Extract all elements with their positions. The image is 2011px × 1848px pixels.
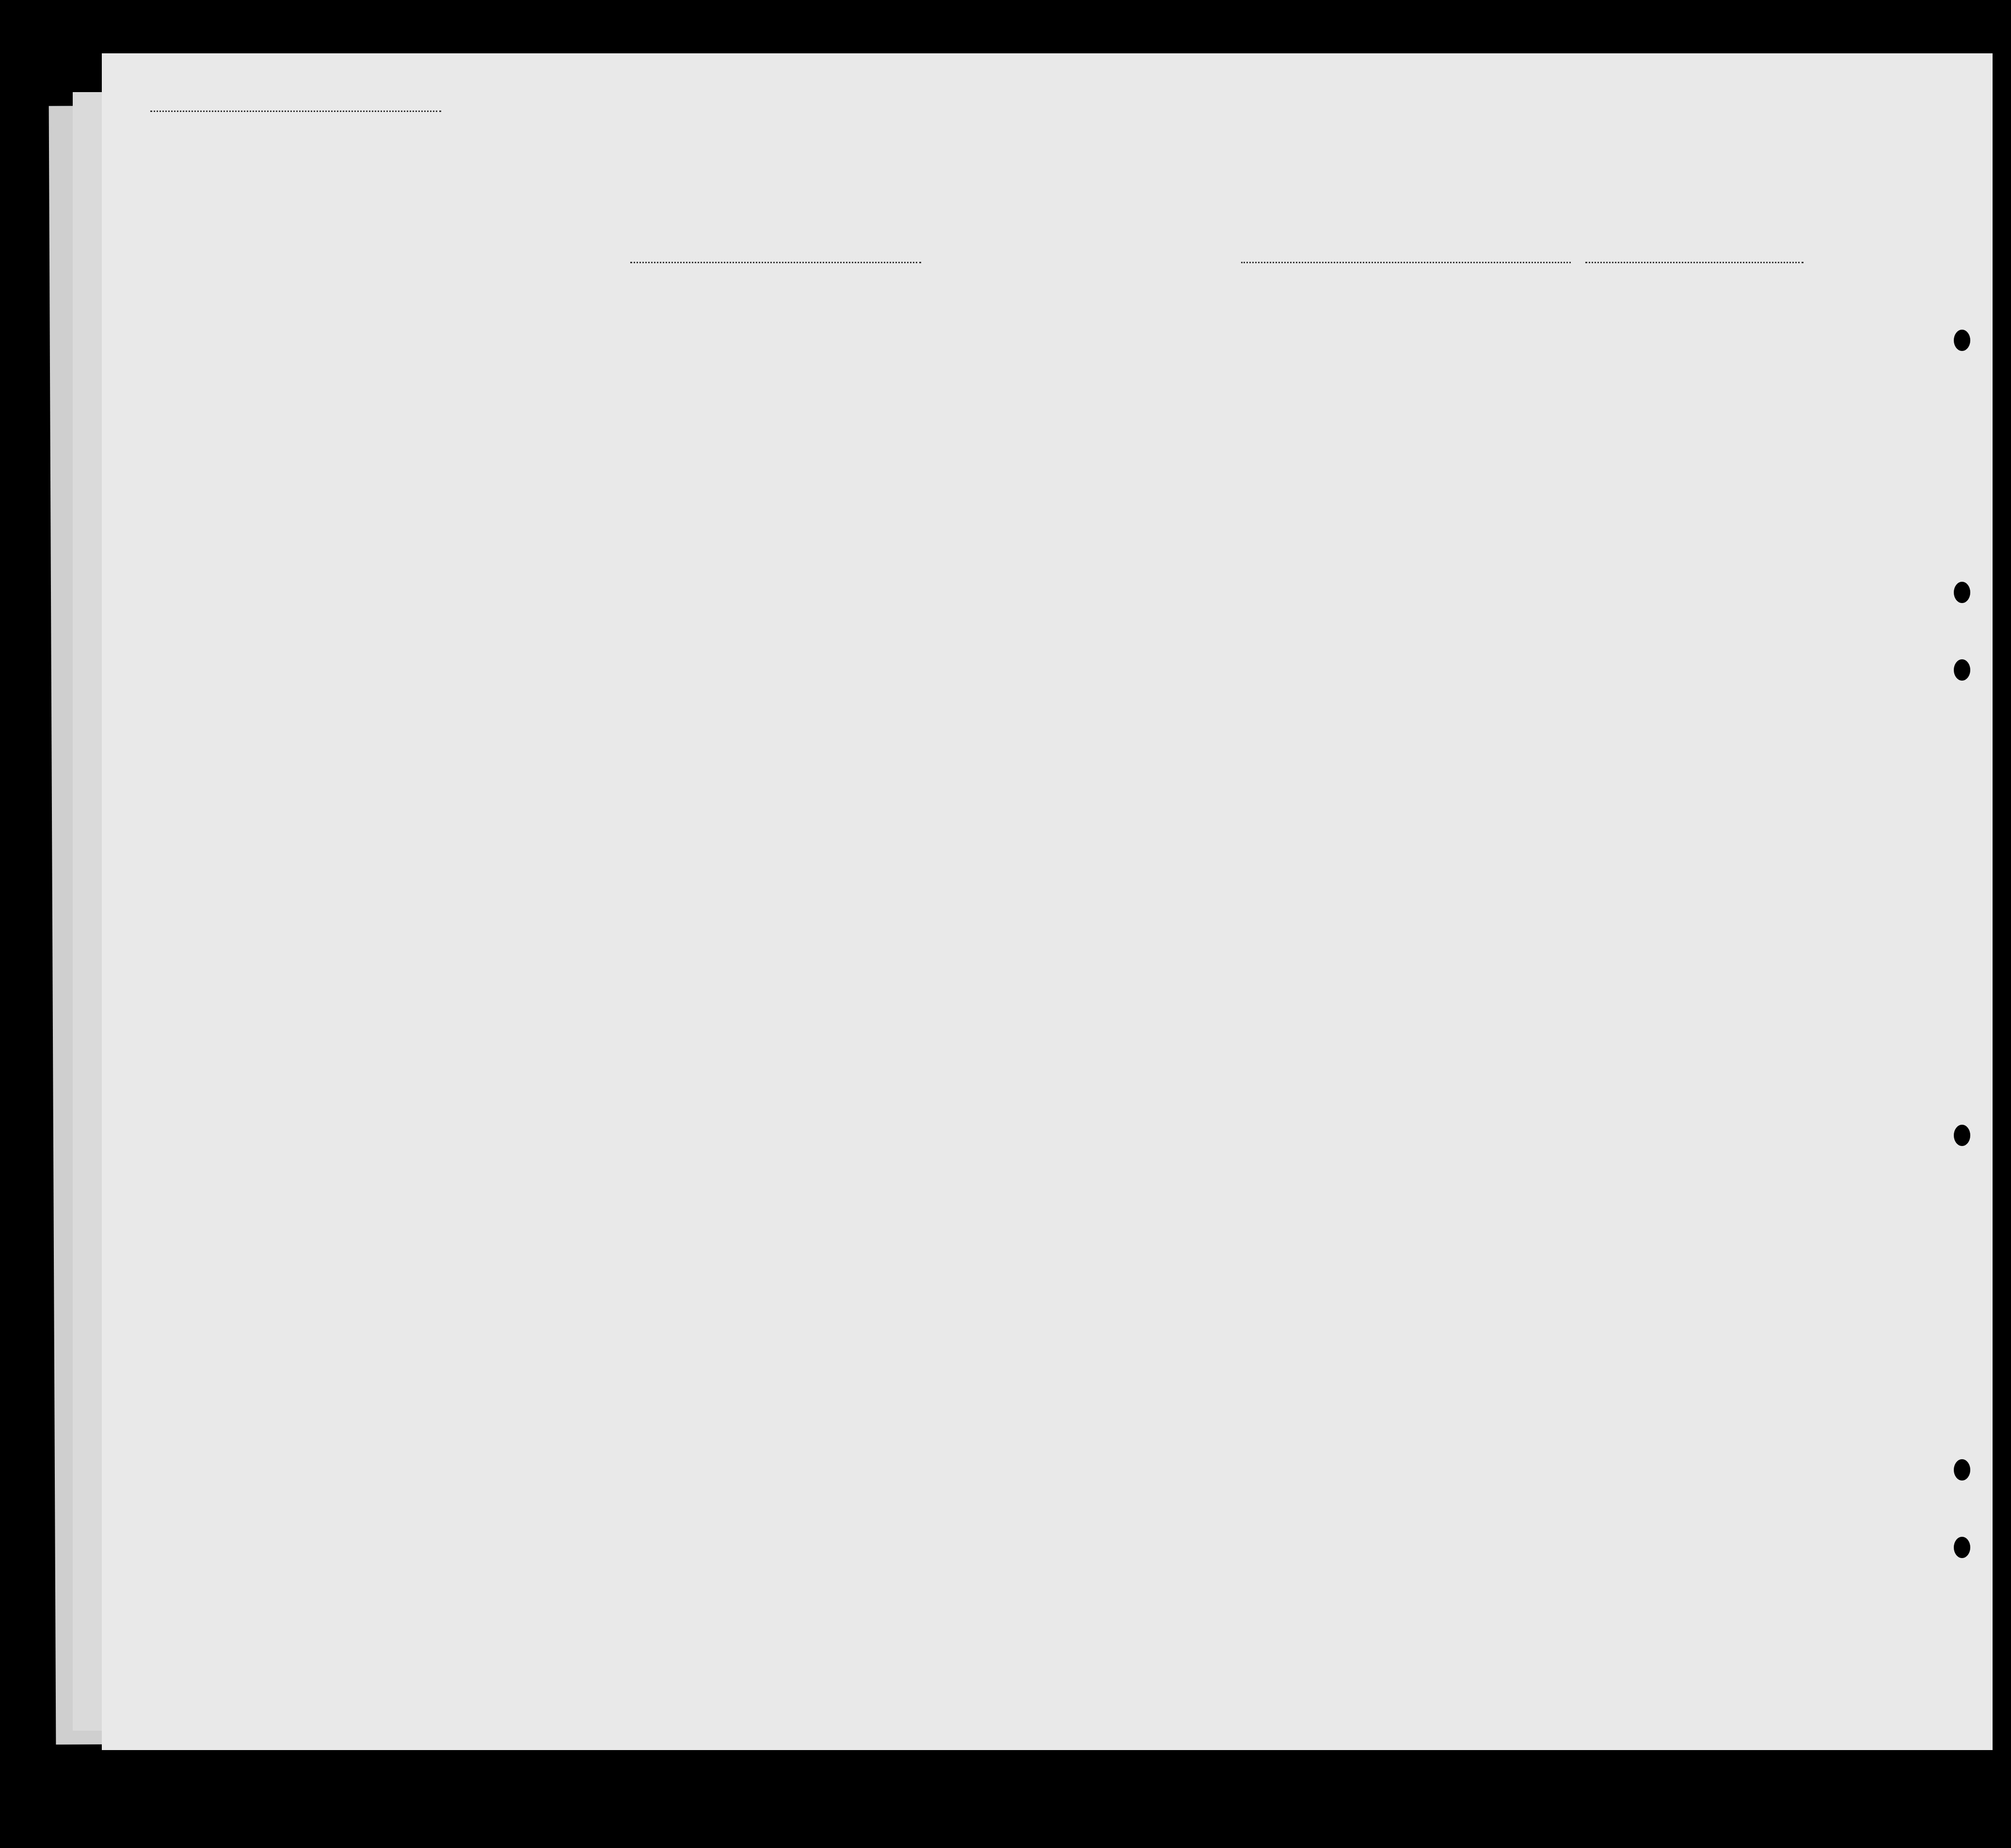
binder-hole <box>1954 1537 1970 1558</box>
binder-hole <box>1954 582 1970 603</box>
binder-hole <box>1954 1459 1970 1481</box>
date-underline <box>1585 262 1804 263</box>
port-underline <box>1241 262 1571 263</box>
binder-hole <box>1954 1125 1970 1146</box>
list-underline <box>150 111 441 112</box>
manifest-sheet <box>102 53 1993 1750</box>
binder-hole <box>1954 330 1970 351</box>
binder-hole <box>1954 659 1970 681</box>
ship-underline <box>630 262 921 263</box>
